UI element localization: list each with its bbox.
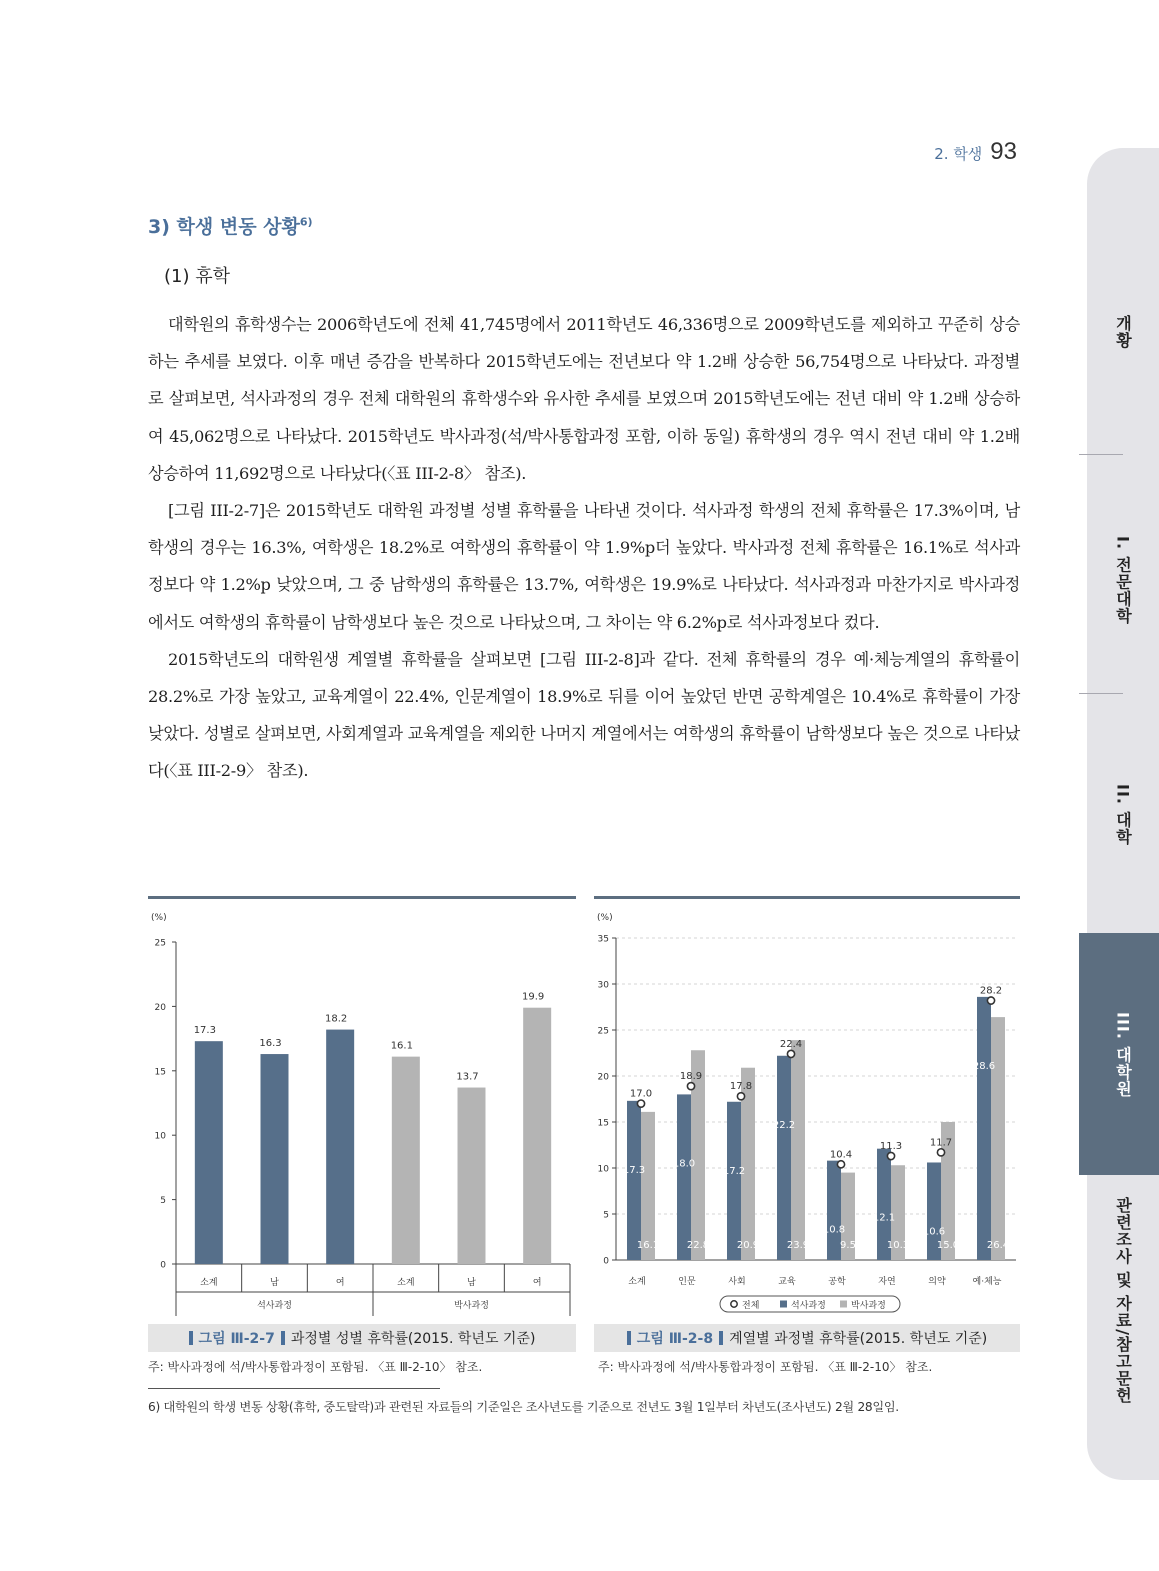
y-tick-label: 20 — [154, 1002, 166, 1013]
figure-caption — [148, 1324, 576, 1352]
page-number: 93 — [990, 138, 1017, 165]
figure-title: 과정별 성별 휴학률(2015. 학년도 기준) — [290, 1331, 536, 1347]
data-label-total: 10.4 — [829, 1149, 853, 1161]
bar-chart-field-course — [594, 896, 1020, 1320]
tab-references[interactable]: 관련조사 및 자료/참고문헌 — [1113, 1196, 1133, 1404]
tab-overview[interactable]: 개황 — [1113, 315, 1133, 349]
y-tick-label: 25 — [154, 938, 166, 949]
data-label-master: 12.1 — [872, 1212, 896, 1224]
category-label: 소계 — [628, 1277, 646, 1287]
paragraph: 대학원의 휴학생수는 2006학년도에 전체 41,745명에서 2011학년도 46,336명으로 2009학년도를 제외하고 꾸준히 상승하는 추세를 보였다. 이후 매년 증감을 반복하다 2015학년도에는 전년보다 약 1.2배 상승한 56,754명으로 나타났다. 과정별로 살펴보면, 석사과정의 경우 전체 대학원의 휴학생수와 유사한 추세를 보였으며 2015학년도에는 전년 대비 약 1.2배 상승하여 45,062명으로 나타났다. 2015학년도 박사과정(석/박사통합과정 포함, 이하 동일) 휴학생의 경우 역시 전년 대비 약 1.2배 상승하여 11,692명으로 나타났다(〈표 III-2-8〉 참조). — [148, 315, 1020, 483]
paragraph: 2015학년도의 대학원생 계열별 휴학률을 살펴보면 [그림 III-2-8]과 같다. 전체 휴학률의 경우 예·체능계열의 휴학률이 28.2%로 가장 높았고, 교육계열이 22.4%, 인문계열이 18.9%로 뒤를 이어 높았던 반면 공학계열은 10.4%로 휴학률이 가장 낮았다. 성별로 살펴보면, 사회계열과 교육계열을 제외한 나머지 계열에서는 여학생의 휴학률이 남학생보다 높은 것으로 나타났다(〈표 III-2-9〉 참조). — [148, 649, 1020, 781]
data-label: 19.9 — [522, 991, 545, 1003]
category-label: 교육 — [778, 1277, 796, 1287]
bar-master — [677, 1094, 691, 1260]
legend-doctor-icon — [840, 1301, 847, 1308]
bar-master — [627, 1101, 641, 1260]
total-marker — [887, 1152, 894, 1159]
y-tick-label: 15 — [597, 1118, 609, 1129]
bar — [326, 1030, 354, 1264]
figure-label: 그림 Ⅲ-2-7 — [198, 1331, 275, 1347]
y-tick-label: 10 — [154, 1131, 166, 1142]
data-label: 16.1 — [390, 1040, 413, 1052]
y-tick-label: 10 — [597, 1164, 609, 1175]
data-label-master: 17.3 — [622, 1164, 646, 1176]
figure-title: 계열별 과정별 휴학률(2015. 학년도 기준) — [729, 1331, 988, 1347]
total-marker — [837, 1161, 844, 1168]
category-label: 여 — [532, 1278, 542, 1288]
data-label: 13.7 — [456, 1071, 479, 1083]
data-label-total: 17.0 — [629, 1088, 653, 1100]
data-label-doctor: 23.9 — [786, 1240, 810, 1251]
y-tick-label: 5 — [603, 1210, 609, 1221]
bar-master — [727, 1102, 741, 1260]
data-label-doctor: 9.5 — [840, 1240, 856, 1251]
total-marker — [637, 1100, 644, 1107]
data-label-total: 28.2 — [979, 985, 1003, 997]
data-label-total: 18.9 — [679, 1071, 703, 1083]
bar-chart-course-gender — [148, 896, 576, 1320]
data-label-master: 18.0 — [672, 1158, 696, 1170]
figure-label: 그림 Ⅲ-2-8 — [636, 1331, 714, 1347]
footnote-rule — [148, 1388, 440, 1389]
data-label-master: 28.6 — [972, 1060, 996, 1072]
caption-marker-icon — [719, 1331, 723, 1345]
y-tick-label: 30 — [597, 980, 609, 991]
bar-doctor — [641, 1112, 655, 1260]
bar-master — [827, 1161, 841, 1260]
data-label-doctor: 22.8 — [686, 1240, 710, 1251]
bar-master — [777, 1056, 791, 1260]
y-tick-label: 35 — [597, 934, 609, 945]
y-axis-unit: (%) — [151, 913, 167, 923]
data-label-total: 17.8 — [729, 1081, 753, 1093]
category-label: 공학 — [828, 1277, 846, 1287]
data-label-master: 22.2 — [772, 1119, 796, 1131]
category-label: 남 — [270, 1278, 279, 1288]
total-marker — [737, 1093, 744, 1100]
caption-marker-icon — [189, 1331, 193, 1345]
tab-divider — [1079, 454, 1123, 455]
data-label-doctor: 10.3 — [886, 1240, 910, 1251]
data-label-total: 22.4 — [779, 1038, 803, 1050]
total-marker — [987, 997, 994, 1004]
y-tick-label: 15 — [154, 1067, 166, 1078]
legend-label: 박사과정 — [851, 1301, 886, 1311]
total-marker — [787, 1050, 794, 1057]
bar-master — [977, 997, 991, 1260]
bar-doctor — [791, 1040, 805, 1260]
section-title: 3) 학생 변동 상황$^{6)}$ — [148, 215, 313, 238]
legend-master-icon — [780, 1301, 787, 1308]
paragraph: [그림 III-2-7]은 2015학년도 대학원 과정별 성별 휴학률을 나타낸 것이다. 석사과정 학생의 전체 휴학률은 17.3%이며, 남학생의 경우는 16.3%, 여학생은 18.2%로 여학생의 휴학률이 약 1.9%p더 높았다. 박사과정 전체 휴학률은 16.1%로 석사과정보다 약 1.2%p 낮았으며, 그 중 남학생의 휴학률은 13.7%, 여학생은 19.9%로 나타났다. 석사과정과 마찬가지로 박사과정에서도 여학생의 휴학률이 남학생보다 높은 것으로 나타났으며, 그 차이는 약 6.2%p로 석사과정보다 컸다. — [148, 501, 1020, 632]
data-label-doctor: 15.0 — [936, 1240, 960, 1251]
subsection-title: (1) 휴학 — [164, 266, 230, 287]
y-tick-label: 20 — [597, 1072, 609, 1083]
data-label-master: 10.8 — [822, 1224, 846, 1236]
tab-university[interactable]: II. 대학 — [1113, 784, 1133, 846]
bar — [523, 1008, 551, 1264]
y-tick-label: 0 — [603, 1256, 609, 1267]
category-label: 의약 — [928, 1277, 946, 1287]
data-label: 18.2 — [325, 1013, 348, 1025]
data-label-doctor: 20.9 — [736, 1240, 760, 1251]
category-label: 소계 — [200, 1278, 218, 1288]
category-label: 인문 — [678, 1277, 696, 1287]
category-label: 예·체능 — [972, 1277, 1002, 1287]
caption-marker-icon — [281, 1331, 285, 1345]
data-label: 16.3 — [259, 1038, 282, 1050]
legend-total-icon — [731, 1301, 737, 1307]
bar — [261, 1054, 289, 1264]
category-label: 사회 — [728, 1277, 746, 1287]
data-label-total: 11.3 — [879, 1141, 903, 1153]
category-label: 자연 — [878, 1277, 896, 1287]
legend-label: 전체 — [742, 1301, 760, 1311]
total-marker — [937, 1149, 944, 1156]
y-tick-label: 25 — [597, 1026, 609, 1037]
bar-doctor — [991, 1017, 1005, 1260]
data-label: 17.3 — [193, 1025, 216, 1037]
data-label-master: 10.6 — [922, 1226, 946, 1238]
y-tick-label: 0 — [160, 1260, 166, 1271]
bar — [392, 1057, 420, 1264]
caption-marker-icon — [627, 1331, 631, 1345]
y-axis-unit: (%) — [597, 913, 613, 923]
total-marker — [687, 1083, 694, 1090]
group-label: 석사과정 — [257, 1301, 292, 1311]
figure-note: 주: 박사과정에 석/박사통합과정이 포함됨. 〈표 Ⅲ-2-10〉 참조. — [148, 1360, 483, 1374]
footnote-mark: 6) — [299, 215, 313, 229]
data-label-doctor: 26.4 — [986, 1240, 1010, 1251]
figure-note: 주: 박사과정에 석/박사통합과정이 포함됨. 〈표 Ⅲ-2-10〉 참조. — [598, 1360, 933, 1374]
group-label: 박사과정 — [454, 1301, 489, 1311]
running-section-title: 2. 학생 — [934, 145, 983, 163]
y-tick-label: 5 — [160, 1196, 166, 1207]
footnote: 6) 대학원의 학생 변동 상황(휴학, 중도탈락)과 관련된 자료들의 기준일은 조사년도를 기준으로 전년도 3월 1일부터 차년도(조사년도) 2월 28일임. — [148, 1400, 899, 1414]
tab-graduate-school[interactable]: III. 대학원 — [1113, 1012, 1133, 1098]
data-label-doctor: 16.1 — [636, 1240, 660, 1251]
bar — [195, 1041, 223, 1264]
category-label: 소계 — [397, 1278, 415, 1288]
body-text — [148, 306, 1020, 790]
data-label-total: 11.7 — [929, 1137, 953, 1149]
category-label: 남 — [467, 1278, 476, 1288]
tab-divider — [1079, 693, 1123, 694]
legend-label: 석사과정 — [791, 1301, 826, 1311]
figure-caption — [594, 1324, 1020, 1352]
category-label: 여 — [335, 1278, 345, 1288]
page-header — [934, 138, 1017, 166]
data-label-master: 17.2 — [722, 1165, 746, 1177]
bar — [458, 1088, 486, 1264]
tab-junior-college[interactable]: I. 전문대학 — [1113, 535, 1133, 625]
